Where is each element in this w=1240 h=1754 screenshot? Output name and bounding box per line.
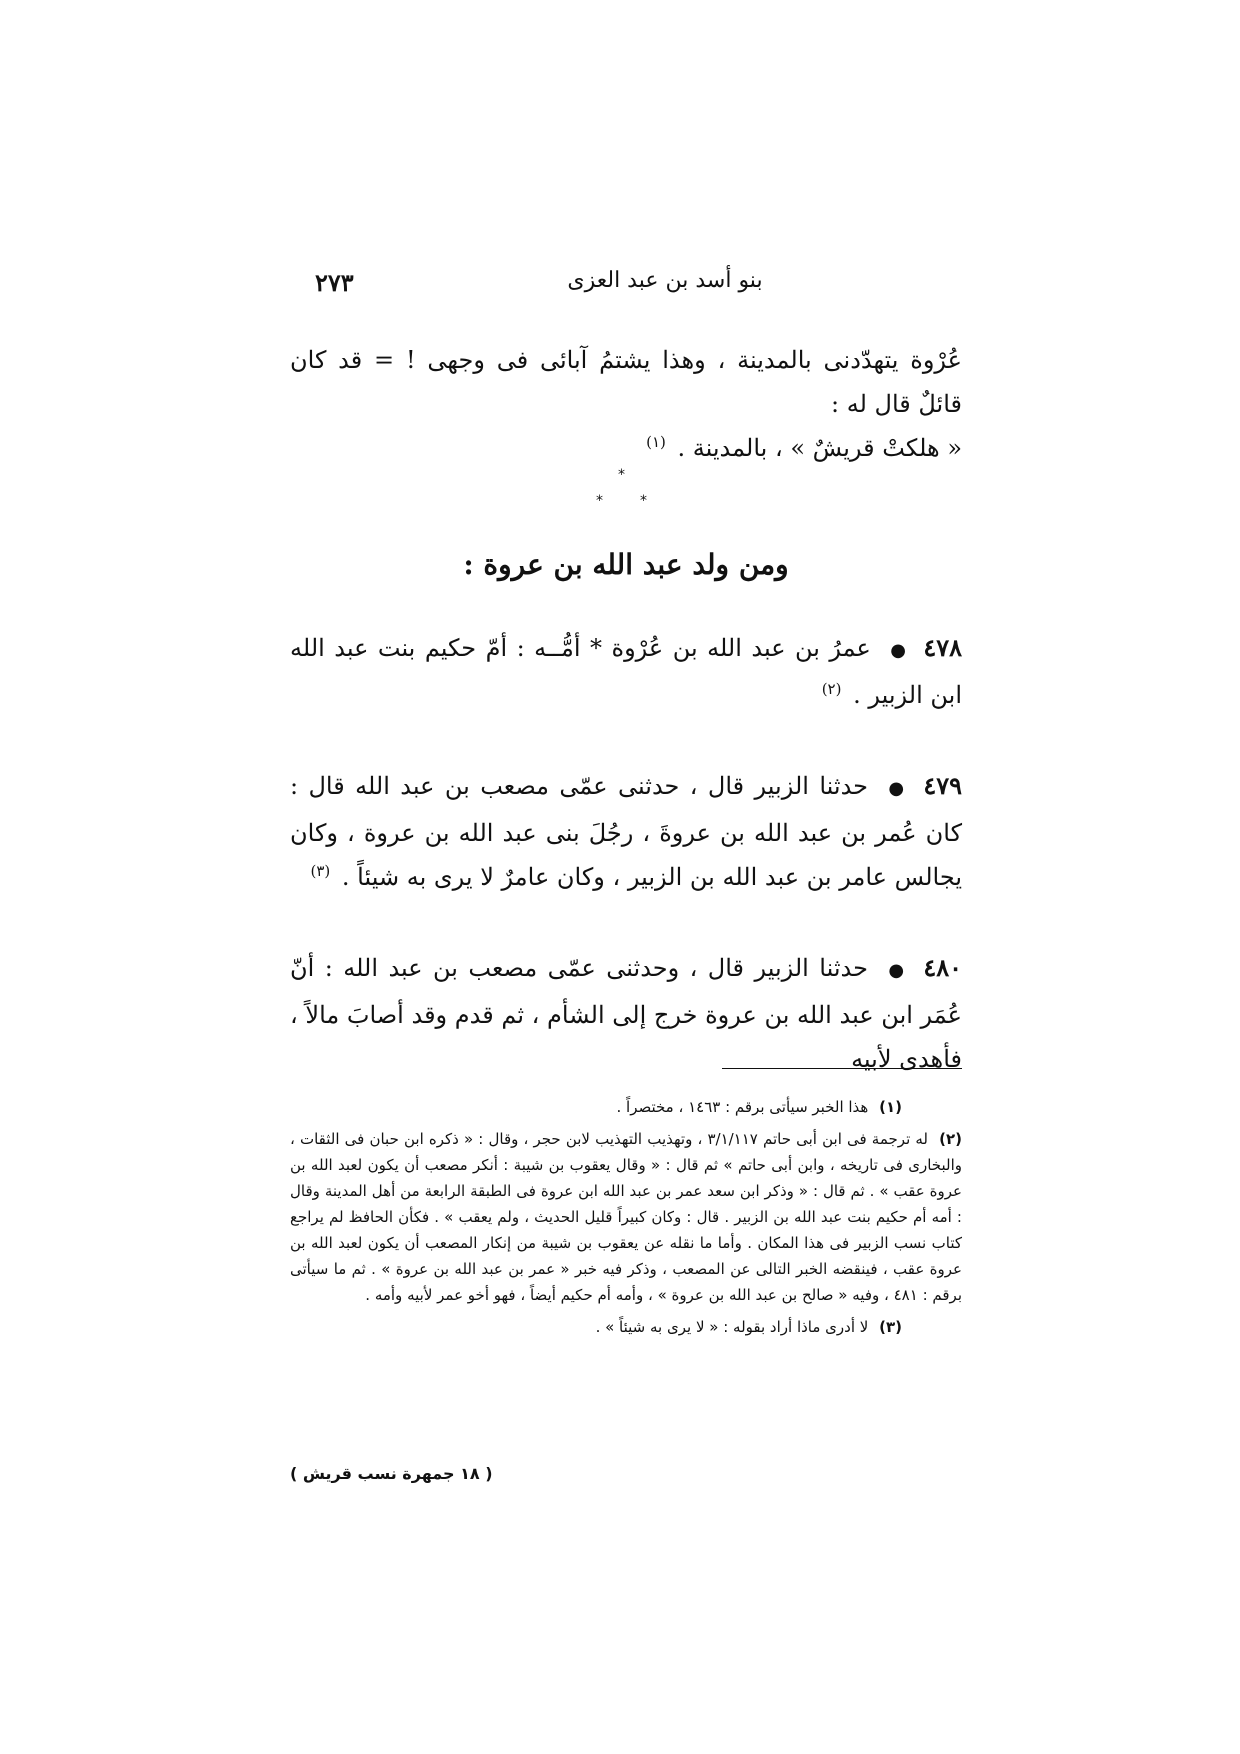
separator-star-right: * <box>640 493 647 509</box>
entry-paragraph <box>290 764 962 899</box>
footnote-1 <box>290 1094 962 1120</box>
separator-star-left: * <box>596 493 603 509</box>
footnote-ref-2: (٢) <box>821 680 842 698</box>
entry-paragraph <box>290 946 962 1081</box>
entry-number: ٤٧٩ <box>923 771 962 800</box>
footnote-mark: (٣) <box>879 1318 902 1336</box>
footnote-3 <box>290 1314 962 1340</box>
continuation-line-1: عُرْوة يتهدّدنى بالمدينة ، وهذا يشتمُ آبائى فى وجهى ! = قد كان قائلٌ قال له : <box>290 346 962 418</box>
entry-text: عمرُ بن عبد الله بن عُرْوة * أمُّــه : أمّ حكيم بنت عبد الله ابن الزبير . <box>290 634 962 709</box>
continuation-paragraph <box>290 338 962 470</box>
footnote-text: هذا الخبر سيأتى برقم : ١٤٦٣ ، مختصراً . <box>616 1098 869 1116</box>
footnote-mark: (١) <box>879 1098 902 1116</box>
section-heading: ومن ولد عبد الله بن عروة : <box>463 548 789 581</box>
footnote-mark: (٢) <box>939 1130 963 1148</box>
section-separator <box>590 468 660 516</box>
entry-paragraph <box>290 626 962 717</box>
footnote-text: له ترجمة فى ابن أبى حاتم ٣/١/١١٧ ، وتهذيب التهذيب لابن حجر ، وقال : « ذكره ابن حبان فى الثقات ، والبخارى فى تاريخه ، وابن أبى حاتم » ثم قال : « وقال يعقوب بن شيبة : أنكر مصعب أن يكون لعبد الله بن عروة عقب » . ثم قال : « وذكر ابن سعد عمر بن عبد الله ابن عروة فى الطبقة الرابعة من أهل المدينة وقال : أمه أم حكيم بنت عبد الله بن الزبير . قال : وكان كبيراً قليل الحديث ، ولم يعقب » . فكأن الحافظ لم يراجع كتاب نسب الزبير فى هذا المكان . وأما ما نقله عن يعقوب بن شيبة من إنكار المصعب أن يكون لعبد الله بن عروة عقب ، فينقضه الخبر التالى عن المصعب ، وذكر فيه خبر « عمر بن عبد الله بن عروة » . ثم ما سيأتى برقم : ٤٨١ ، وفيه « صالح بن عبد الله بن عروة » ، وأمه أم حكيم أيضاً ، فهو أخو عمر لأبيه وأمه . <box>290 1130 962 1304</box>
bullet-icon: ● <box>888 960 907 981</box>
entry-479 <box>290 764 962 899</box>
printer-signature: ( ١٨ جمهرة نسب قريش ) <box>290 1464 493 1483</box>
page-header <box>315 268 965 308</box>
entry-478 <box>290 626 962 717</box>
entry-text: حدثنا الزبير قال ، حدثنى عمّى مصعب بن عبد الله قال : كان عُمر بن عبد الله بن عروةَ ، رجُلَ بنى عبد الله بن عروة ، وكان يجالس عامر بن عبد الله بن الزبير ، وكان عامرٌ لا يرى به شيئاً . <box>290 772 962 891</box>
page-number: ٢٧٣ <box>315 268 354 297</box>
separator-star-top: * <box>618 467 625 483</box>
footnote-ref-1: (١) <box>646 433 666 451</box>
entry-number: ٤٧٨ <box>923 633 962 662</box>
entry-number: ٤٨٠ <box>923 953 962 982</box>
footnotes <box>290 1094 962 1346</box>
entry-480 <box>290 946 962 1081</box>
footnote-ref-3: (٣) <box>310 862 331 880</box>
bullet-icon: ● <box>888 778 907 799</box>
footnote-text: لا أدرى ماذا أراد بقوله : « لا يرى به شيئاً » . <box>595 1318 869 1336</box>
entry-text: حدثنا الزبير قال ، وحدثنى عمّى مصعب بن عبد الله : أنّ عُمَر ابن عبد الله بن عروة خرج إلى الشأم ، ثم قدم وقد أصابَ مالاً ، فأهدى لأبيه <box>290 954 962 1073</box>
running-title: بنو أسد بن عبد العزى <box>567 268 763 293</box>
continuation-line-2-text: « هلكتْ قريشٌ » ، بالمدينة . <box>677 434 962 462</box>
footnote-2 <box>290 1126 962 1308</box>
footnote-divider <box>722 1068 962 1069</box>
continuation-line-2 <box>290 426 962 470</box>
bullet-icon: ● <box>890 640 908 661</box>
